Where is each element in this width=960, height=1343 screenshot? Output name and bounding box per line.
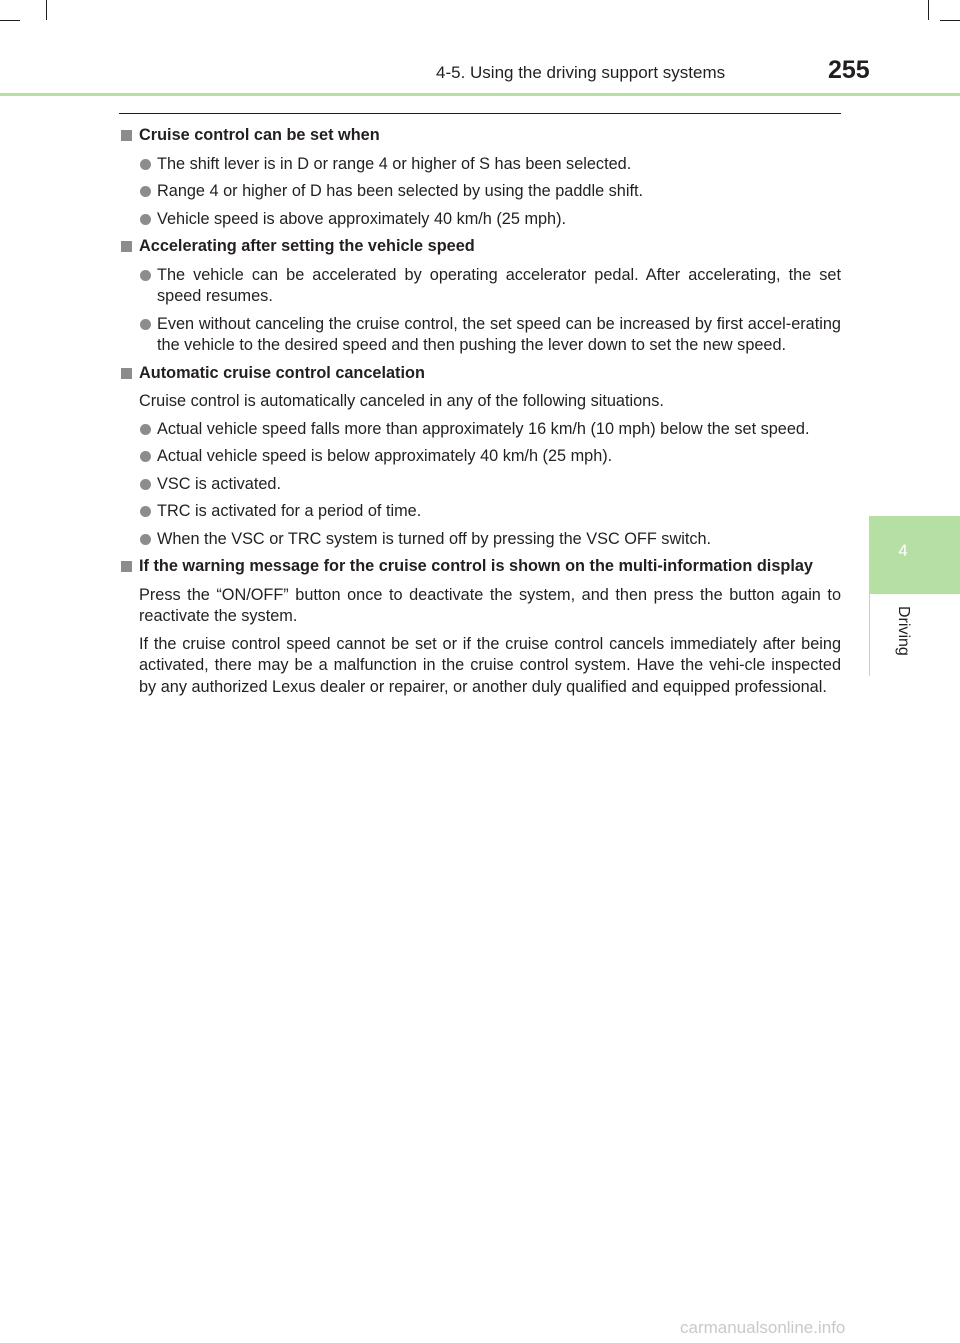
list-item-text: Vehicle speed is above approximately 40 km/h (25 mph).: [157, 209, 567, 228]
square-bullet-icon: [121, 241, 132, 252]
circle-bullet-icon: [140, 319, 151, 330]
circle-bullet-icon: [140, 451, 151, 462]
list-item-text: The shift lever is in D or range 4 or higher of S has been selected.: [157, 154, 632, 173]
circle-bullet-icon: [140, 424, 151, 435]
list-item: [121, 501, 841, 523]
circle-bullet-icon: [140, 159, 151, 170]
list-item: [121, 446, 841, 468]
chapter-tab: [870, 516, 960, 594]
chapter-tab-line: [869, 516, 870, 676]
list-item-text: Even without canceling the cruise control, the set speed can be increased by first accel-erating the vehicle to the desired speed and then pushing the lever down to set the new speed.: [157, 314, 841, 354]
list-item-text: The vehicle can be accelerated by operating accelerator pedal. After accelerating, the set speed resumes.: [157, 265, 841, 305]
chapter-label: Driving: [895, 606, 912, 656]
section-heading-text: If the warning message for the cruise control is shown on the multi-information display: [139, 557, 813, 575]
list-item-text: When the VSC or TRC system is turned off by pressing the VSC OFF switch.: [157, 529, 712, 548]
list-item: [121, 154, 841, 176]
list-item-text: Actual vehicle speed is below approximately 40 km/h (25 mph).: [157, 447, 613, 465]
section-title: 4-5. Using the driving support systems: [436, 63, 726, 82]
chapter-number: 4: [898, 541, 908, 560]
section-heading-text: Cruise control can be set when: [139, 126, 380, 144]
crop-mark: [928, 0, 929, 20]
section-heading-text: Automatic cruise control cancelation: [139, 363, 425, 382]
watermark: carmanualsonline.info: [680, 1318, 846, 1337]
list-item-text: Range 4 or higher of D has been selected by using the paddle shift.: [157, 182, 644, 200]
circle-bullet-icon: [140, 534, 151, 545]
divider-rule: [119, 113, 841, 114]
list-item: [121, 474, 841, 496]
section-paragraph: Press the “ON/OFF” button once to deactivate the system, and then press the button again to reactivate the system.: [139, 585, 841, 625]
section-heading: [121, 556, 841, 578]
crop-mark: [46, 0, 47, 20]
list-item: [121, 265, 841, 308]
section-paragraph: If the cruise control speed cannot be set or if the cruise control cancels immediately after being activated, there may be a malfunction in the cruise control system. Have the vehi-cle inspected by any authorized Lexus dealer or repairer, or another duly qualified and equipped professional.: [139, 634, 841, 696]
section-heading: [121, 125, 841, 147]
section-heading: [121, 236, 841, 258]
list-item-text: TRC is activated for a period of time.: [157, 502, 422, 520]
crop-mark: [940, 20, 960, 21]
square-bullet-icon: [121, 130, 132, 141]
crop-mark: [0, 20, 20, 21]
square-bullet-icon: [121, 561, 132, 572]
list-item: [121, 529, 841, 551]
circle-bullet-icon: [140, 186, 151, 197]
list-item: [121, 209, 841, 231]
list-item: [121, 419, 841, 441]
circle-bullet-icon: [140, 506, 151, 517]
section-heading-text: Accelerating after setting the vehicle speed: [139, 237, 475, 255]
list-item-text: Actual vehicle speed falls more than approximately 16 km/h (10 mph) below the set speed.: [157, 419, 810, 438]
square-bullet-icon: [121, 368, 132, 379]
section-heading: [121, 363, 841, 385]
list-item-text: VSC is activated.: [157, 474, 281, 493]
list-item: [121, 314, 841, 357]
circle-bullet-icon: [140, 270, 151, 281]
circle-bullet-icon: [140, 214, 151, 225]
list-item: [121, 181, 841, 203]
section-paragraph: Cruise control is automatically canceled in any of the following situations.: [139, 392, 664, 410]
circle-bullet-icon: [140, 479, 151, 490]
page-content: [121, 125, 841, 704]
header-band: [0, 93, 960, 96]
page-number: 255: [828, 56, 870, 84]
